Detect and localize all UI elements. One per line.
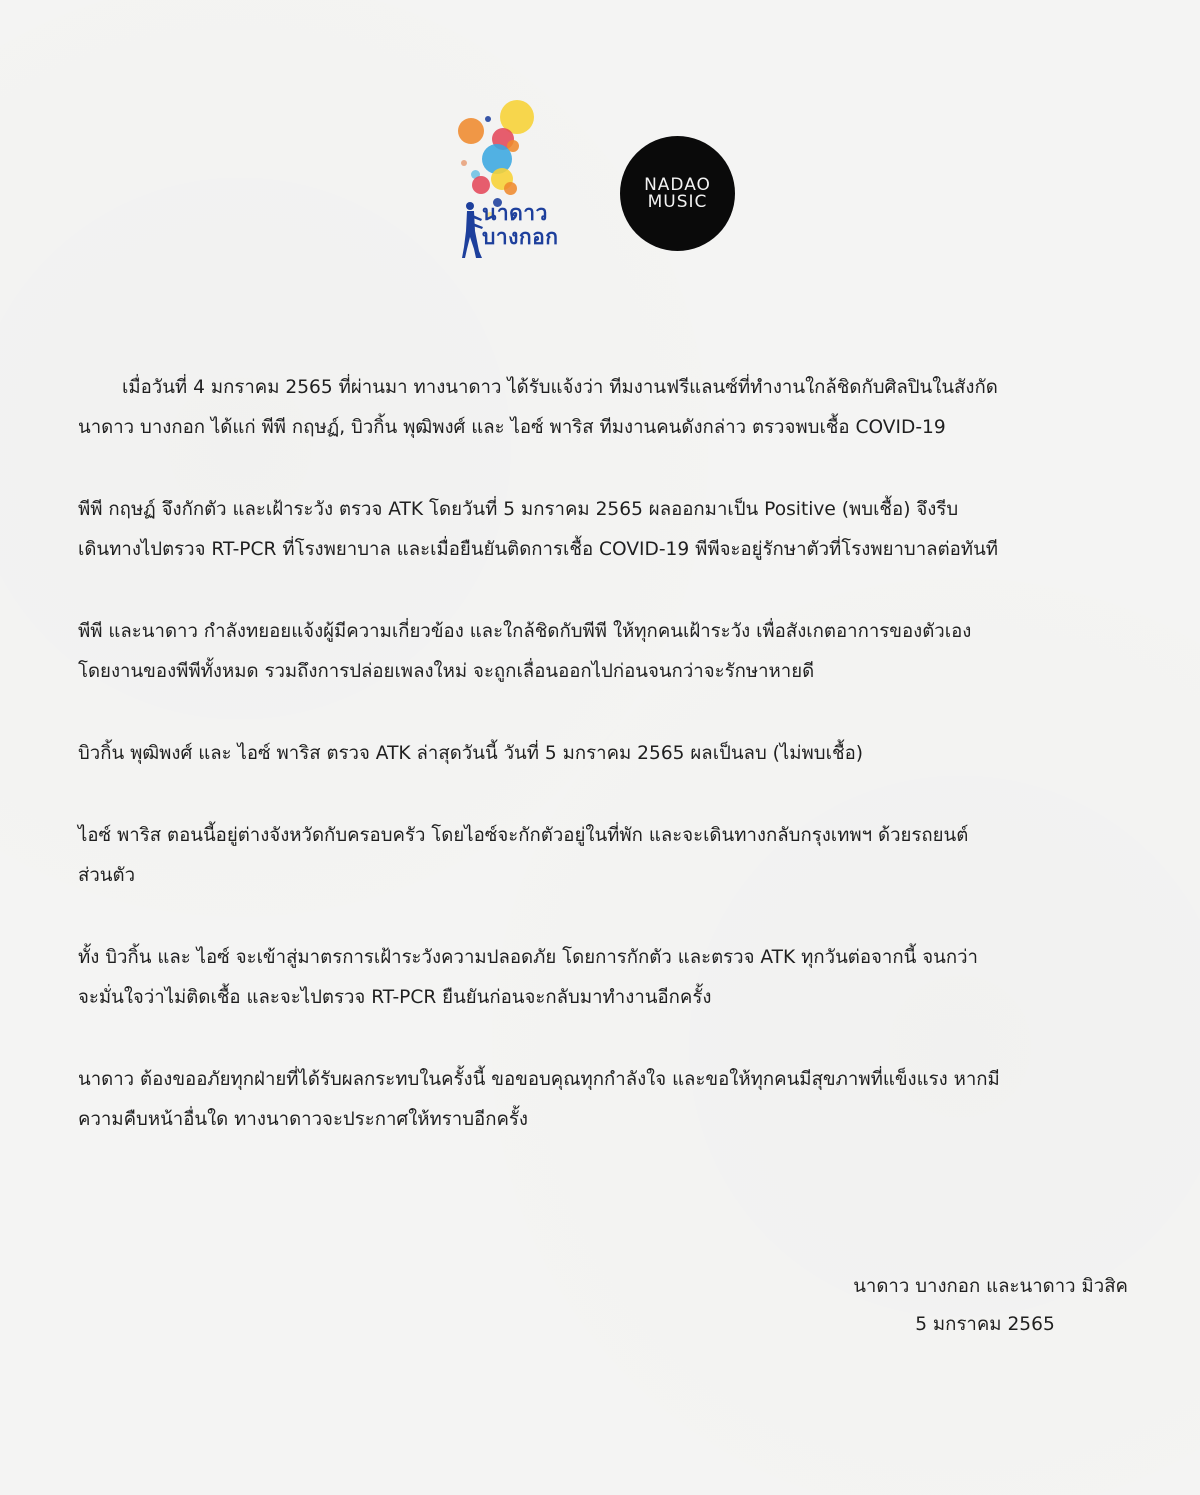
bubble-pink-icon [472,176,490,194]
nadao-music-line1: NADAO [644,174,711,195]
paragraph-line: ความคืบหน้าอื่นใด ทางนาดาวจะประกาศให้ทราบอีกครั้ง [78,1109,528,1130]
nadao-bangkok-line2: บางกอก [482,225,559,249]
paragraph-line: ทั้ง บิวกิ้น และ ไอซ์ จะเข้าสู่มาตรการเฝ้าระวังความปลอดภัย โดยการกักตัว และตรวจ ATK ทุกวันต่อจากนี้ จนกว่า [78,947,978,968]
signature-date: 5 มกราคม 2565 [915,1314,1055,1335]
paragraph-line: ไอซ์ พาริส ตอนนี้อยู่ต่างจังหวัดกับครอบครัว โดยไอซ์จะกักตัวอยู่ในที่พัก และจะเดินทางกลับกรุงเทพฯ ด้วยรถยนต์ [78,825,969,846]
paragraph-line: นาดาว บางกอก ได้แก่ พีพี กฤษฏ์, บิวกิ้น พุฒิพงศ์ และ ไอซ์ พาริส ทีมงานคนดังกล่าว ตรวจพบเชื้อ COVID-19 [78,417,946,438]
announcement-body [78,368,1138,1182]
paragraph-2 [78,490,1138,570]
paragraph-line: เมื่อวันที่ 4 มกราคม 2565 ที่ผ่านมา ทางนาดาว ได้รับแจ้งว่า ทีมงานฟรีแลนซ์ที่ทำงานใกล้ชิดกับศิลปินในสังกัด [122,377,998,398]
paragraph-line: นาดาว ต้องขออภัยทุกฝ่ายที่ได้รับผลกระทบในครั้งนี้ ขอขอบคุณทุกกำลังใจ และขอให้ทุกคนมีสุขภาพที่แข็งแรง หากมี [78,1069,1000,1090]
paragraph-4 [78,734,1138,774]
bubble-orange-icon [458,118,484,144]
nadao-bangkok-logo [452,98,582,263]
paragraph-line: ส่วนตัว [78,865,136,886]
nadao-music-line2: MUSIC [647,191,708,212]
paragraph-line: โดยงานของพีพีทั้งหมด รวมถึงการปล่อยเพลงใหม่ จะถูกเลื่อนออกไปก่อนจนกว่าจะรักษาหายดี [78,661,815,682]
paragraph-7 [78,1060,1138,1140]
paragraph-6 [78,938,1138,1018]
paragraph-5 [78,816,1138,896]
nadao-bangkok-wordmark [482,201,558,249]
bubble-tan-dot-icon [461,160,467,166]
paragraph-1 [78,368,1138,448]
logo-row [0,0,1200,300]
paragraph-line: จะมั่นใจว่าไม่ติดเชื้อ และจะไปตรวจ RT-PCR ยืนยันก่อนจะกลับมาทำงานอีกครั้ง [78,987,712,1008]
nadao-music-logo [620,136,735,251]
bubble-navy-dot-icon [485,116,491,122]
paragraph-line: บิวกิ้น พุฒิพงศ์ และ ไอซ์ พาริส ตรวจ ATK ล่าสุดวันนี้ วันที่ 5 มกราคม 2565 ผลเป็นลบ (ไม่พบเชื้อ) [78,743,863,764]
signature-block [800,1268,1140,1344]
signature-organization: นาดาว บางกอก และนาดาว มิวสิค [853,1276,1128,1297]
paragraph-3 [78,612,1138,692]
paragraph-line: เดินทางไปตรวจ RT-PCR ที่โรงพยาบาล และเมื่อยืนยันติดการเชื้อ COVID-19 พีพีจะอยู่รักษาตัวที่โรงพยาบาลต่อทันที [78,539,999,560]
paragraph-line: พีพี กฤษฏ์ จึงกักตัว และเฝ้าระวัง ตรวจ ATK โดยวันที่ 5 มกราคม 2565 ผลออกมาเป็น Positive (พบเชื้อ) จึงรีบ [78,499,959,520]
nadao-bangkok-line1: นาดาว [482,201,548,225]
walking-person-icon [462,201,484,261]
bubble-orange-low-icon [504,182,517,195]
paragraph-line: พีพี และนาดาว กำลังทยอยแจ้งผู้มีความเกี่ยวข้อง และใกล้ชิดกับพีพี ให้ทุกคนเฝ้าระวัง เพื่อสังเกตอาการของตัวเอง [78,621,972,642]
